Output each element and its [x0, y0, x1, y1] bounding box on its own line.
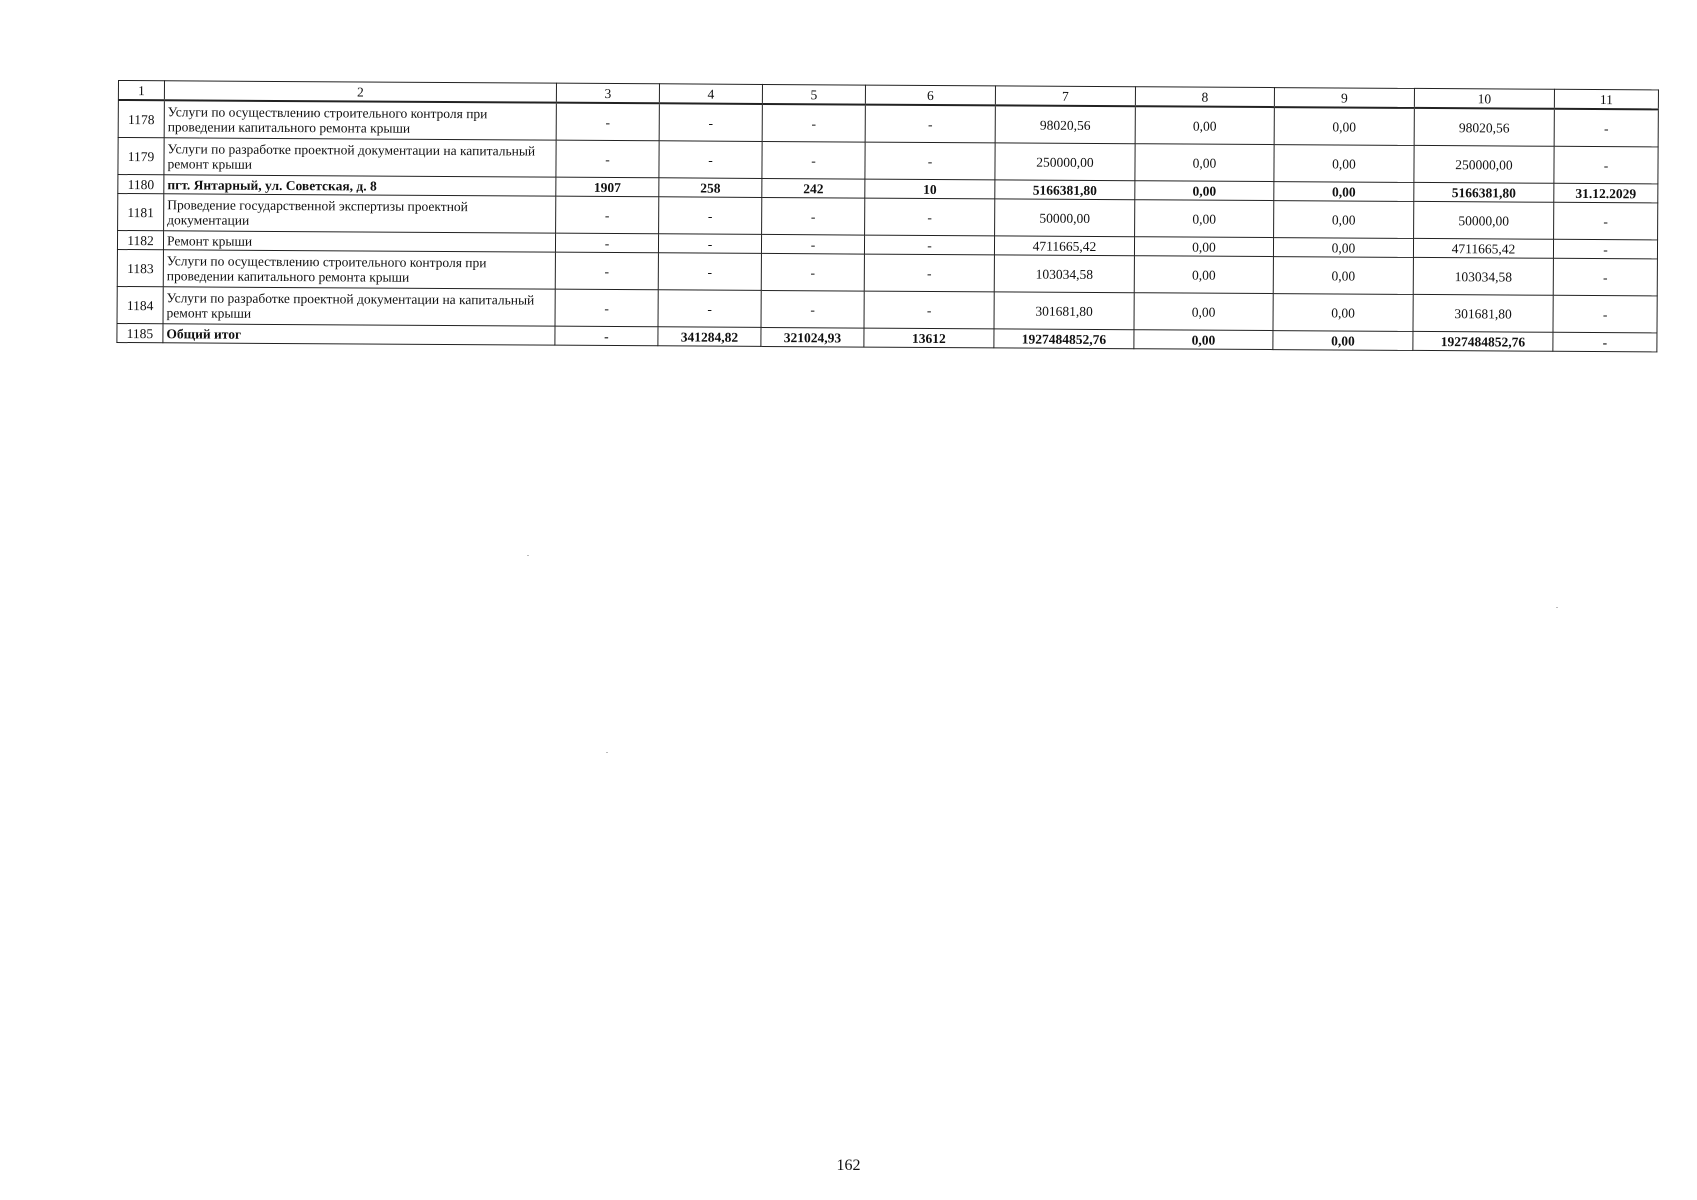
cell: 301681,80	[994, 292, 1134, 330]
cell: -	[864, 235, 994, 255]
cell: 5166381,80	[995, 180, 1135, 200]
cell: -	[761, 234, 864, 254]
cell: -	[1553, 295, 1657, 333]
cell: 0,00	[1274, 145, 1414, 183]
cell: 0,00	[1273, 331, 1413, 351]
cell: 341284,82	[658, 327, 761, 347]
row-number: 1182	[117, 231, 163, 250]
cell: -	[555, 233, 658, 253]
cell: -	[658, 234, 761, 254]
cell: 258	[659, 178, 762, 198]
column-header: 2	[164, 81, 556, 103]
scan-speck	[606, 752, 608, 753]
cell: -	[865, 198, 995, 236]
cell: 0,00	[1134, 237, 1273, 257]
cell: -	[1554, 109, 1658, 147]
cell: 10	[865, 179, 995, 199]
row-name: Ремонт крыши	[163, 231, 555, 252]
column-header: 6	[865, 85, 995, 105]
row-name: Услуги по разработке проектной документации на капитальный ремонт крыши	[164, 138, 556, 177]
table-container	[116, 80, 1658, 352]
cell: -	[1554, 202, 1658, 240]
cell: 98020,56	[1414, 108, 1554, 146]
cell: -	[555, 289, 658, 327]
cell: 1927484852,76	[1413, 331, 1553, 351]
scan-speck	[1556, 607, 1558, 608]
cell: -	[762, 104, 865, 142]
cell: 5166381,80	[1414, 182, 1554, 202]
cell: 250000,00	[995, 143, 1135, 181]
column-header: 3	[556, 83, 659, 103]
cell: -	[555, 326, 658, 346]
scan-speck	[527, 555, 529, 556]
cell: 1927484852,76	[994, 329, 1134, 349]
column-header: 8	[1135, 87, 1274, 107]
cell: 0,00	[1273, 294, 1413, 332]
cell: 301681,80	[1413, 294, 1553, 332]
cell: -	[865, 142, 995, 180]
cell: 1907	[556, 177, 659, 197]
cell: -	[658, 290, 761, 328]
cell: 321024,93	[761, 327, 864, 347]
column-header: 10	[1414, 88, 1554, 108]
cell: 103034,58	[1413, 257, 1553, 295]
cell: 0,00	[1273, 238, 1413, 258]
cell: -	[555, 252, 658, 290]
cell: -	[659, 103, 762, 141]
row-number: 1181	[118, 194, 164, 231]
row-number: 1185	[117, 323, 163, 342]
row-name: Услуги по разработке проектной документации на капитальный ремонт крыши	[163, 287, 555, 326]
cell: 13612	[864, 328, 994, 348]
cell: 0,00	[1134, 330, 1273, 350]
cell: -	[556, 103, 659, 141]
cell: -	[1553, 332, 1657, 352]
cell: -	[1553, 258, 1657, 296]
cell: -	[762, 141, 865, 179]
column-header: 1	[118, 81, 164, 101]
cell: -	[864, 291, 994, 329]
column-header: 5	[762, 84, 865, 104]
cell: 50000,00	[1414, 201, 1554, 239]
row-name: пгт. Янтарный, ул. Советская, д. 8	[164, 175, 556, 196]
column-header: 11	[1554, 89, 1658, 109]
cell: 98020,56	[995, 105, 1135, 143]
cell: -	[762, 197, 865, 235]
column-header: 4	[659, 84, 762, 104]
cell: 0,00	[1135, 181, 1274, 201]
row-number: 1180	[118, 175, 164, 194]
row-number: 1184	[117, 286, 163, 323]
cell: 0,00	[1134, 293, 1273, 331]
cell: 4711665,42	[1413, 238, 1553, 258]
row-name: Проведение государственной экспертизы проектной документации	[164, 194, 556, 233]
cell: 103034,58	[994, 255, 1134, 293]
cell: -	[659, 197, 762, 235]
row-name: Услуги по осуществлению строительного контроля при проведении капитального ремонта крыши	[164, 100, 556, 140]
cell: -	[865, 105, 995, 143]
row-name: Услуги по осуществлению строительного контроля при проведении капитального ремонта крыши	[163, 250, 555, 289]
cell: 0,00	[1135, 106, 1274, 144]
cell: 0,00	[1274, 201, 1414, 239]
cell: 50000,00	[995, 199, 1135, 237]
cell: 0,00	[1135, 200, 1274, 238]
cell: 31.12.2029	[1554, 183, 1658, 203]
cell: -	[658, 253, 761, 291]
cell: -	[556, 196, 659, 234]
row-number: 1183	[117, 249, 163, 286]
cell: -	[761, 290, 864, 328]
column-header: 7	[995, 86, 1135, 106]
cell: 242	[762, 178, 865, 198]
cell: -	[864, 254, 994, 292]
cell: 250000,00	[1414, 145, 1554, 183]
row-number: 1178	[118, 100, 164, 138]
row-name: Общий итог	[163, 324, 555, 345]
column-header: 9	[1274, 88, 1414, 108]
cell: -	[761, 253, 864, 291]
cell: 4711665,42	[994, 236, 1134, 256]
cell: 0,00	[1134, 256, 1273, 294]
cell: 0,00	[1274, 107, 1414, 145]
cell: -	[1553, 239, 1657, 259]
row-number: 1179	[118, 138, 164, 175]
cell: 0,00	[1135, 144, 1274, 182]
data-table	[116, 80, 1659, 352]
cell: -	[1554, 146, 1658, 184]
cell: -	[659, 141, 762, 179]
page-number: 162	[836, 1157, 861, 1174]
cell: 0,00	[1274, 182, 1414, 202]
cell: 0,00	[1273, 257, 1413, 295]
cell: -	[556, 140, 659, 178]
